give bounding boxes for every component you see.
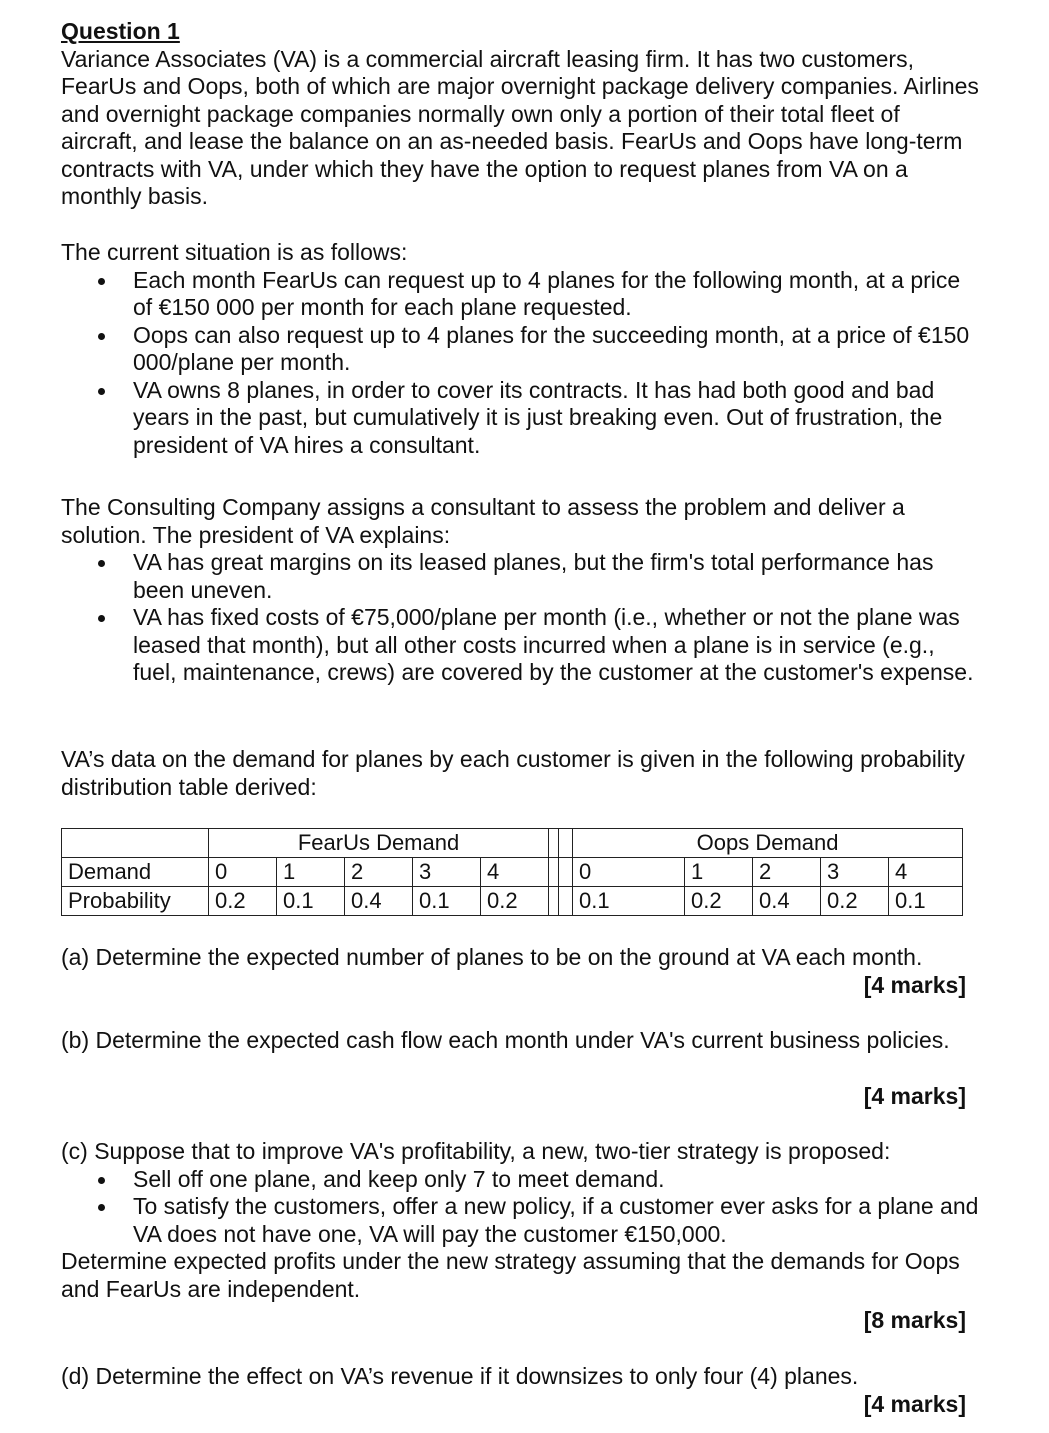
demand-row-label: Demand bbox=[62, 858, 209, 887]
demand-probability-table bbox=[61, 828, 963, 916]
fearus-demand-cell: 0 bbox=[209, 858, 277, 887]
part-d bbox=[61, 1363, 981, 1391]
table-gap-cell bbox=[549, 829, 559, 858]
part-b-marks: [4 marks] bbox=[863, 1083, 966, 1109]
part-a-text: (a) Determine the expected number of planes to be on the ground at VA each month. bbox=[61, 944, 923, 970]
fearus-demand-cell: 3 bbox=[413, 858, 481, 887]
fearus-probability-cell: 0.1 bbox=[277, 887, 345, 916]
part-c-text: (c) Suppose that to improve VA's profitability, a new, two-tier strategy is proposed: bbox=[61, 1138, 891, 1164]
oops-demand-header: Oops Demand bbox=[573, 829, 963, 858]
intro-paragraph: Variance Associates (VA) is a commercial aircraft leasing firm. It has two customers, FearUs and Oops, both of which are major overnight package delivery companies. Airlines and overnight package companies normally own only a portion of their total fleet of aircraft, and lease the balance on an as-needed basis. FearUs and Oops have long-term contracts with VA, under which they have the option to request planes from VA on a monthly basis. bbox=[61, 45, 979, 209]
situation-bullet-1: Each month FearUs can request up to 4 planes for the following month, at a price of €150 000 per month for each plane requested. bbox=[61, 267, 981, 322]
consulting-bullet-2: VA has fixed costs of €75,000/plane per month (i.e., whether or not the plane was leased that month), but all other costs incurred when a plane is in service (e.g., fuel, maintenance, crews) are covered by the customer at the customer's expense. bbox=[61, 604, 981, 687]
part-c-closing: Determine expected profits under the new strategy assuming that the demands for Oops and FearUs are independent. bbox=[61, 1248, 960, 1302]
consulting-list bbox=[61, 549, 981, 687]
fearus-probability-cell: 0.2 bbox=[209, 887, 277, 916]
table-gap-cell bbox=[549, 887, 559, 916]
part-a-marks: [4 marks] bbox=[863, 972, 966, 998]
oops-demand-cell: 1 bbox=[685, 858, 753, 887]
probability-row bbox=[62, 887, 963, 916]
demand-row bbox=[62, 858, 963, 887]
table-header-row bbox=[62, 829, 963, 858]
table-corner-cell bbox=[62, 829, 209, 858]
oops-demand-cell: 2 bbox=[753, 858, 821, 887]
part-b bbox=[61, 1027, 981, 1055]
fearus-demand-cell: 2 bbox=[345, 858, 413, 887]
situation-heading: The current situation is as follows: bbox=[61, 239, 408, 265]
oops-demand-cell: 3 bbox=[821, 858, 889, 887]
table-gap-cell bbox=[559, 858, 573, 887]
oops-demand-cell: 4 bbox=[889, 858, 963, 887]
situation-list bbox=[61, 267, 981, 460]
consulting-heading: The Consulting Company assigns a consultant to assess the problem and deliver a solution. The president of VA explains: bbox=[61, 494, 905, 548]
fearus-probability-cell: 0.1 bbox=[413, 887, 481, 916]
consulting-bullet-1: VA has great margins on its leased planes, but the firm's total performance has been uneven. bbox=[61, 549, 981, 604]
oops-probability-cell: 0.2 bbox=[821, 887, 889, 916]
table-gap-cell bbox=[559, 829, 573, 858]
part-d-marks: [4 marks] bbox=[863, 1391, 966, 1417]
question-section bbox=[61, 18, 981, 211]
table-gap-cell bbox=[549, 858, 559, 887]
oops-demand-cell: 0 bbox=[573, 858, 685, 887]
part-c-list bbox=[61, 1166, 981, 1249]
oops-probability-cell: 0.1 bbox=[573, 887, 685, 916]
situation-section bbox=[61, 239, 981, 459]
part-c-bullet-2: To satisfy the customers, offer a new policy, if a customer ever asks for a plane and VA does not have one, VA will pay the customer €150,000. bbox=[61, 1193, 981, 1248]
probability-row-label: Probability bbox=[62, 887, 209, 916]
part-d-text: (d) Determine the effect on VA’s revenue if it downsizes to only four (4) planes. bbox=[61, 1363, 859, 1389]
part-c bbox=[61, 1138, 981, 1303]
fearus-demand-cell: 1 bbox=[277, 858, 345, 887]
part-b-text: (b) Determine the expected cash flow each month under VA's current business policies. bbox=[61, 1027, 950, 1053]
fearus-probability-cell: 0.2 bbox=[481, 887, 549, 916]
data-heading: VA’s data on the demand for planes by each customer is given in the following probability distribution table derived: bbox=[61, 746, 965, 800]
consulting-section bbox=[61, 494, 981, 687]
part-c-marks: [8 marks] bbox=[863, 1307, 966, 1333]
fearus-probability-cell: 0.4 bbox=[345, 887, 413, 916]
table-gap-cell bbox=[559, 887, 573, 916]
situation-bullet-2: Oops can also request up to 4 planes for the succeeding month, at a price of €150 000/plane per month. bbox=[61, 322, 981, 377]
oops-probability-cell: 0.2 bbox=[685, 887, 753, 916]
fearus-demand-cell: 4 bbox=[481, 858, 549, 887]
part-a bbox=[61, 944, 981, 972]
oops-probability-cell: 0.4 bbox=[753, 887, 821, 916]
fearus-demand-header: FearUs Demand bbox=[209, 829, 549, 858]
situation-bullet-3: VA owns 8 planes, in order to cover its contracts. It has had both good and bad years in the past, but cumulatively it is just breaking even. Out of frustration, the president of VA hires a consultant. bbox=[61, 377, 981, 460]
oops-probability-cell: 0.1 bbox=[889, 887, 963, 916]
question-title: Question 1 bbox=[61, 18, 180, 44]
data-section bbox=[61, 746, 981, 801]
part-c-bullet-1: Sell off one plane, and keep only 7 to meet demand. bbox=[61, 1166, 981, 1194]
